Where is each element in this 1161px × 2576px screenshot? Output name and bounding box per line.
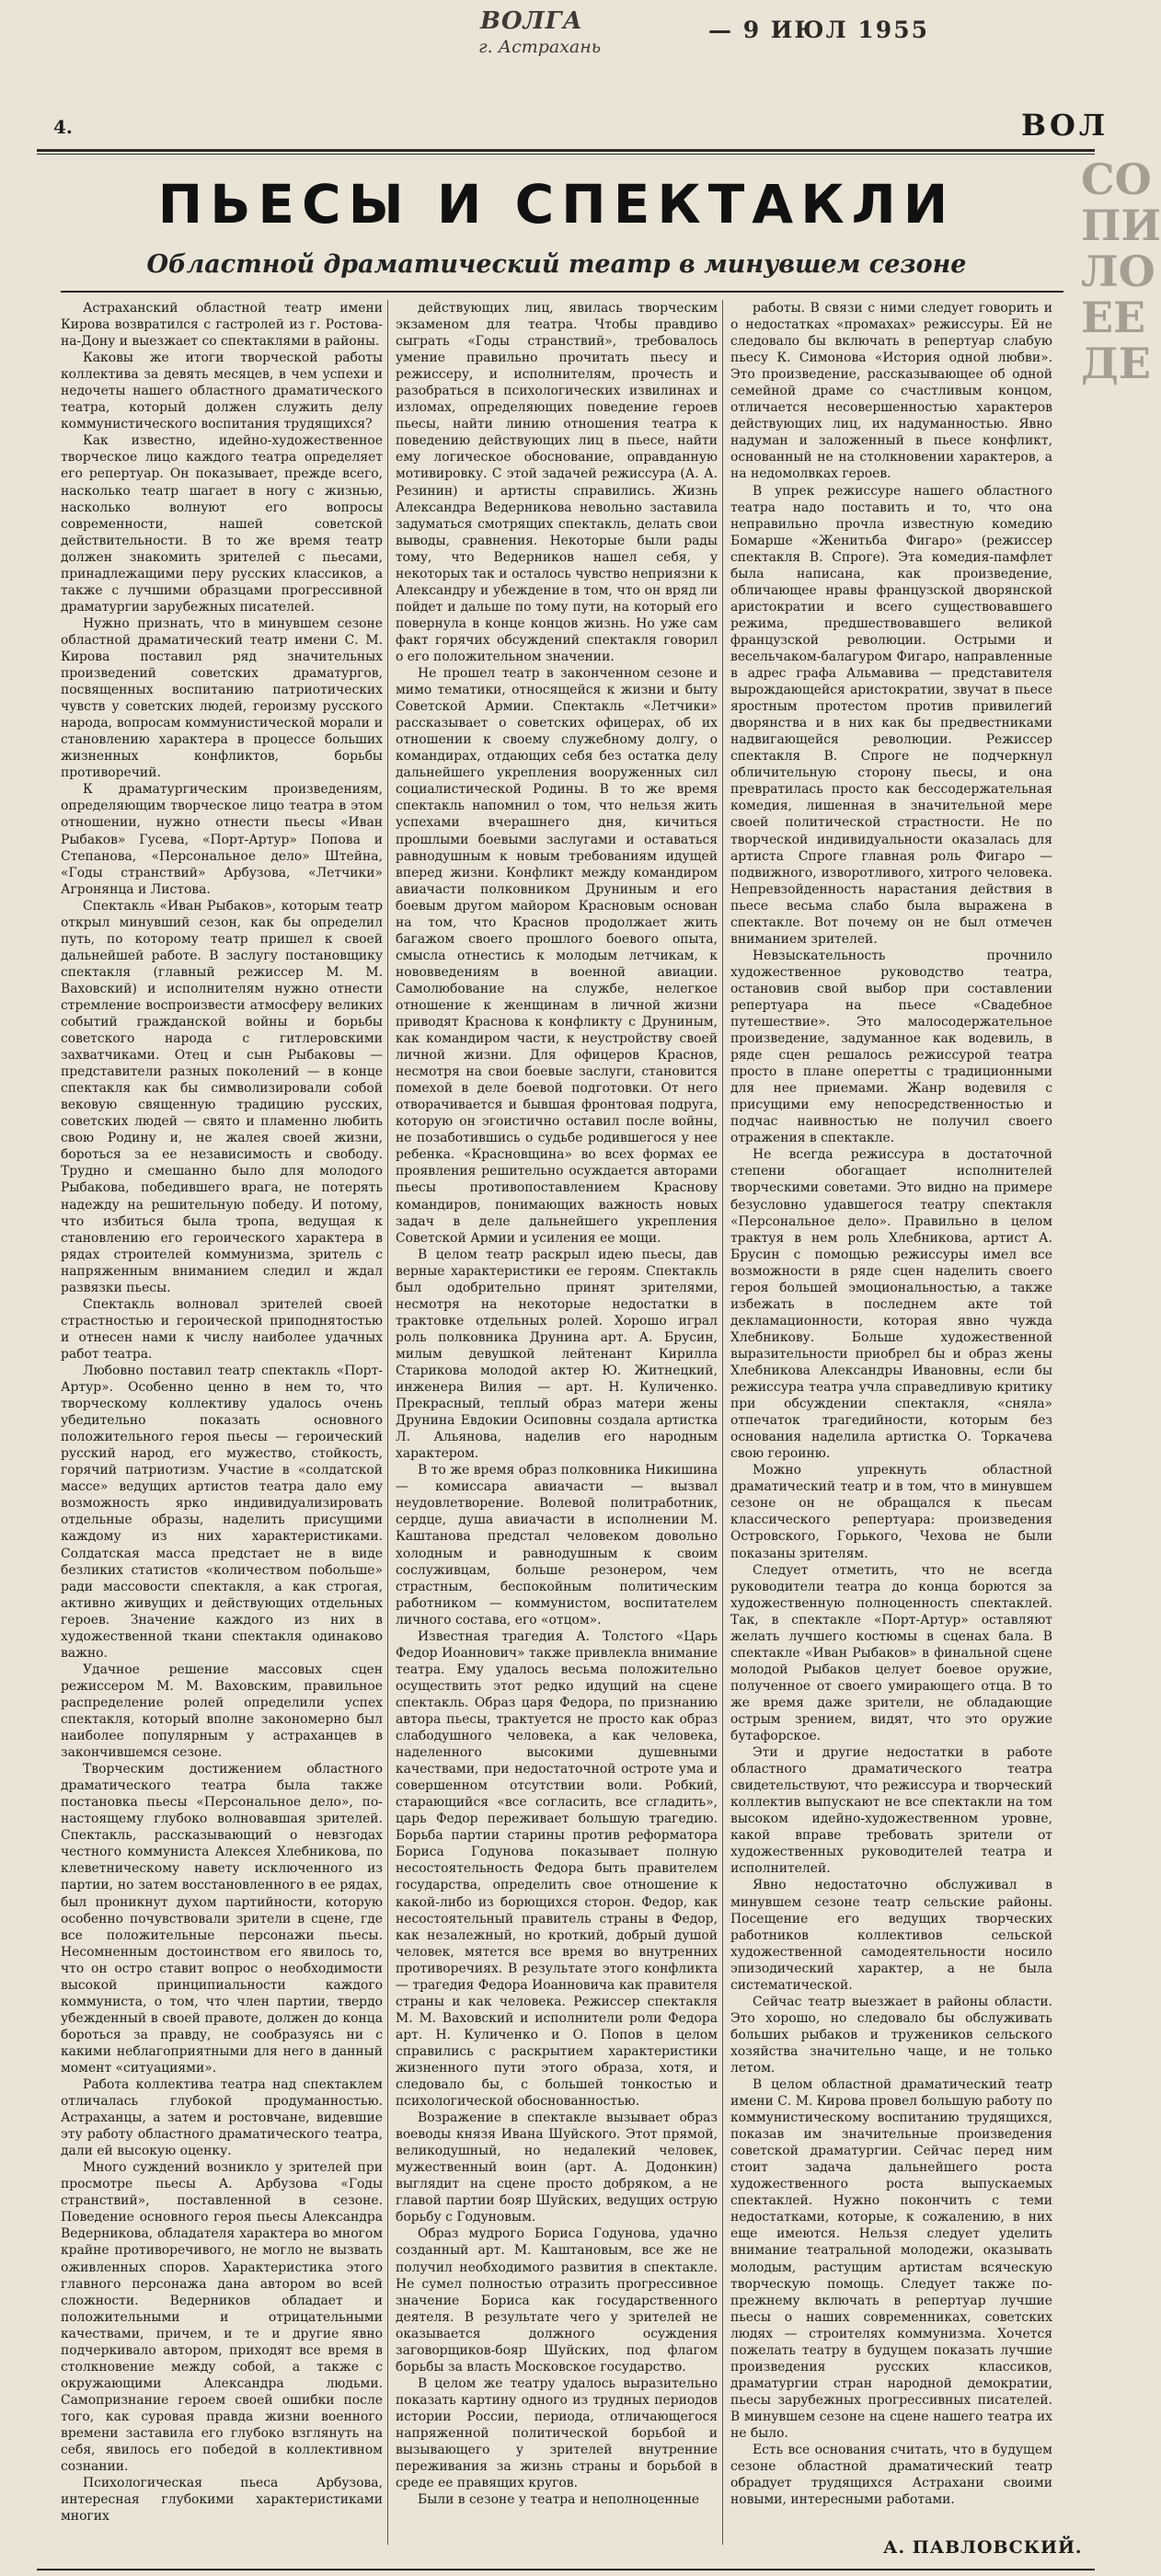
article-paragraph: В целом областной драматический театр имени С. М. Кирова провел большую работу по коммунистическому воспитанию трудящихся, показав им значительные произведения советской драматургии. Сейчас перед ним стоит задача дальнейшего роста художественного роста выпускаемых спектаклей. Нужно покончить с теми недостатками, которые, к сожалению, в них еще имеются. Нельзя следует уделить внимание театральной молодежи, оказывать молодым, растущим артистам всяческую творческую помощь. Следует также по-прежнему включать в репертуар лучшие пьесы о наших современниках, советских людях — строителях коммунизма. Хочется пожелать театру в будущем показать лучшие произведения русских классиков, драматургии стран народной демократии, пьесы зарубежных прогрессивных писателей. В минувшем сезоне на сцене нашего театра их не было. bbox=[730, 2077, 1052, 2441]
author-signature: А. ПАВЛОВСКИЙ. bbox=[883, 2537, 1083, 2558]
subheadline-rule bbox=[61, 291, 1063, 293]
article-paragraph: Нужно признать, что в минувшем сезоне областной драматический театр имени С. М. Кирова поставил ряд значительных произведений советских драматургов, посвященных воспитанию патриотических чувств у советских людей, героизму русского народа, вопросам коммунистической морали и становлению характера в процессе больших жизненных конфликтов, борьбы противоречий. bbox=[61, 615, 383, 781]
article-paragraph: Любовно поставил театр спектакль «Порт-Артур». Особенно ценно в нем то, что творческому коллективу удалось очень убедительно показать основного положительного героя пьесы — героический русский народ, его мужество, стойкость, горячий патриотизм. Участие в «солдатской массе» ведущих артистов театра дало ему возможность ярко индивидуализировать отдельные образы, наделить присущими каждому из них характеристиками. Солдатская масса предстает не в виде безликих статистов «количеством побольше» ради массовости спектакля, а как строгая, активно живущих и действующих отдельных героев. Значение каждого из них в художественной ткани спектакля одинаково важно. bbox=[61, 1363, 383, 1661]
article-paragraph: Психологическая пьеса Арбузова, интересная глубокими характеристиками многих bbox=[61, 2476, 383, 2524]
library-stamp-title: ВОЛГА bbox=[480, 7, 583, 35]
article-headline: ПЬЕСЫ И СПЕКТАКЛИ bbox=[157, 173, 956, 236]
masthead-fragment: ВОЛ bbox=[1021, 108, 1109, 143]
article-paragraph: Образ мудрого Бориса Годунова, удачно созданный арт. М. Каштановым, все же не получил необходимого развития в спектакле. Не сумел полностью отразить прогрессивное значение Бориса как государственного деятеля. В результате чего у зрителей не оказывается должного осуждения заговорщиков-бояр Шуйских, под флагом борьбы за власть Московское государство. bbox=[396, 2226, 718, 2375]
article-paragraph: Не прошел театр в законченном сезоне и мимо тематики, относящейся к жизни и быту Советской Армии. Спектакль «Летчики» рассказывает о советских офицерах, об их отношении к своему служебному долгу, о командирах, отдающих себя без остатка делу дальнейшего укрепления вооруженных сил социалистической Родины. В то же время спектакль напомнил о том, что нельзя жить успехами вчерашнего дня, кичиться прошлыми боевыми заслугами и оставаться равнодушным к новым требованиям идущей вперед жизни. Конфликт между командиром авиачасти полковником Друниным и его боевым другом майором Красновым основан на том, что Краснов продолжает жить багажом своего прошлого боевого опыта, смысла отнестись к молодым летчикам, к нововведениям в военной авиации. Самолюбование на службе, нелегкое отношение к женщинам в личной жизни приводят Краснова к конфликту с Друниным, как командиром части, к неустройству своей личной жизни. Для офицеров Краснов, несмотря на свои боевые заслуги, становится помехой в деле боевой подготовки. От него отворачивается и бывшая фронтовая подруга, которую он эгоистично оставил после войны, не позаботившись о судьбе родившегося у нее ребенка. «Красновщина» во всех формах ее проявления решительно осуждается авторами пьесы противопоставлением Краснову командиров, понимающих важность новых задач в деле дальнейшего укрепления Советской Армии и усиления ее мощи. bbox=[396, 666, 718, 1246]
article-paragraph: действующих лиц, явилась творческим экзаменом для театра. Чтобы правдиво сыграть «Годы странствий», требовалось умение правильно прочитать пьесу и режиссеру, и исполнителям, прочесть и разобраться в психологических извилинах и изломах, определяющих поведение героев пьесы, найти линию отношения театра к поведению действующих лиц в пьесе, найти ему логическое обоснование, оправданную мотивировку. С этой задачей режиссура (А. А. Резинин) и артисты справились. Жизнь Александра Ведерникова невольно заставила задуматься смотрящих спектакль, делать свои выводы, сравнения. Некоторые были рады тому, что Ведерников нашел себя, у некоторых так и осталось чувство неприязни к Александру и убеждение в том, что он вряд ли пойдет и дальше по тому пути, на который его повернула в конце концов жизнь. Но уже сам факт горячих обсуждений спектакля говорил о его положительном значении. bbox=[396, 301, 718, 664]
article-paragraph: В целом театр раскрыл идею пьесы, дав верные характеристики ее героям. Спектакль был одобрительно принят зрителями, несмотря на некоторые недостатки в трактовке отдельных ролей. Хорошо играл роль полковника Друнина арт. А. Брусин, милым девушкой лейтенант Кирилла Старикова молодой актер Ю. Житнецкий, инженера Вилия — арт. Н. Куличенко. Прекрасный, теплый образ матери жены Друнина Евдокии Осиповны создала артистка Л. Альянова, наделив его народным характером. bbox=[396, 1247, 718, 1462]
article-paragraph: В целом же театру удалось выразительно показать картину одного из трудных периодов истории России, периода, отличающегося напряженной политической борьбой и вызывающего у зрителей внутренние переживания за жизнь страны и борьбой в среде ее правящих кругов. bbox=[396, 2375, 718, 2491]
article-paragraph: Работа коллектива театра над спектаклем отличалась глубокой продуманностью. Астраханцы, а затем и ростовчане, видевшие эту работу областного драматического театра, дали ей высокую оценку. bbox=[61, 2077, 383, 2159]
article-paragraph: К драматургическим произведениям, определяющим творческое лицо театра в этом отношении, нужно отнести пьесы «Иван Рыбаков» Гусева, «Порт-Артур» Попова и Степанова, «Персональное дело» Штейна, «Годы странствий» Арбузова, «Летчики» Агронянца и Листова. bbox=[61, 782, 383, 897]
footer-rule bbox=[37, 2569, 1095, 2570]
column-divider bbox=[722, 300, 723, 2545]
article-paragraph: В то же время образ полковника Никишина — комиссара авиачасти — вызвал неудовлетворение. Волевой политработник, сердце, душа авиачасти в исполнении М. Каштанова предстал человеком довольно холодным и равнодушным к своим сослуживцам, больше резонером, чем страстным, беспокойным политическим работником — коммунистом, воспитателем личного состава, его «отцом». bbox=[396, 1463, 718, 1627]
column-divider bbox=[387, 300, 388, 2545]
article-paragraph: Явно недостаточно обслуживал в минувшем сезоне театр сельские районы. Посещение его ведущих творческих работников коллективов сельской художественной самодеятельности носило эпизодический характер, а не была систематической. bbox=[730, 1878, 1052, 1993]
article-paragraph: Известная трагедия А. Толстого «Царь Федор Иоаннович» также привлекла внимание театра. Ему удалось весьма положительно осуществить этот редко идущий на сцене спектакль. Образ царя Федора, по признанию автора пьесы, трактуется не просто как образ слабодушного человека, а как человека, наделенного высокими душевными качествами, при недостаточной остроте ума и совершенном отсутствии воли. Робкий, старающийся «все согласить, все сгладить», царь Федор переживает большую трагедию. Борьба партии старины против реформатора Бориса Годунова показывает полную несостоятельность Федора быть правителем государства, определить свое отношение к какой-либо из борющихся сторон. Федор, как несостоятельный правитель страны в Федор, как незалежный, но кроткий, добрый душой человек, мятется все время во внутренних противоречиях. В результате этого конфликта — трагедия Федора Иоанновича как правителя страны и как человека. Режиссер спектакля М. М. Ваховский и исполнители роли Федора арт. Н. Куличенко и О. Попов в целом справились с раскрытием характеристики жизненного пути этого образа, хотя, и следовало бы, с большей тонкостью и психологической обоснованностью. bbox=[396, 1628, 718, 2110]
article-subheadline: Областной драматический театр в минувшем сезоне bbox=[146, 250, 967, 279]
article-paragraph: Как известно, идейно-художественное творческое лицо каждого театра определяет его репертуар. Он показывает, прежде всего, насколько театр шагает в ногу с жизнью, насколько волнуют его вопросы современности, нашей советской действительности. В то же время театр должен знакомить зрителей с пьесами, принадлежащими перу русских классиков, а также с лучшими образцами прогрессивной драматургии зарубежных писателей. bbox=[61, 433, 383, 615]
article-paragraph: Астраханский областной театр имени Кирова возвратился с гастролей из г. Ростова-на-Дону и выезжает со спектаклями в районы. bbox=[61, 301, 383, 350]
bleed-through-text: СО ПИ ЛО ЕЕ ДЕ bbox=[1081, 155, 1161, 388]
header-rule bbox=[37, 149, 1095, 152]
library-stamp-date: — 9 ИЮЛ 1955 bbox=[708, 17, 929, 43]
article-paragraph: Сейчас театр выезжает в районы области. Это хорошо, но следовало бы обслуживать больших рыбаков и тружеников сельского хозяйства значительно чаще, и не только летом. bbox=[730, 1994, 1052, 2076]
header-rule-thin bbox=[37, 154, 1095, 155]
article-paragraph: Спектакль «Иван Рыбаков», которым театр открыл минувший сезон, как бы определил путь, по которому театр пришел к своей дальнейшей работе. В заслугу постановщику спектакля (главный режиссер М. М. Ваховский) и исполнителям нужно отнести стремление воспроизвести атмосферу великих событий гражданской войны и борьбы советского народа с гитлеровскими захватчиками. Отец и сын Рыбаковы — представители разных поколений — в конце спектакля как бы символизировали собой вековую священную традицию русских, советских людей — свято и пламенно любить свою Родину и, не жалея своей жизни, бороться за ее независимость и свободу. Трудно и смешанно было для молодого Рыбакова, победившего врага, не потерять надежду на решительную победу. И потому, что избиться была тропа, ведущая к становлению его героического характера в рядах строителей коммунизма, зритель с напряженным вниманием следил и ждал развязки пьесы. bbox=[61, 898, 383, 1295]
article-paragraph: Творческим достижением областного драматического театра была также постановка пьесы «Персональное дело», по-настоящему глубоко волновавшая зрителей. Спектакль, рассказывающий о невзгодах честного коммуниста Алексея Хлебникова, по клеветническому навету исключенного из партии, но затем восстановленного в ее рядах, был проникнут духом партийности, которую особенно почувствовали зрители в сцене, где все положительные персонажи пьесы. Несомненным достоинством его явилось то, что он остро ставит вопрос о необходимости высокой принципиальности каждого коммуниста, о том, что член партии, твердо убежденный в своей правоте, должен до конца бороться за правду, не сообразуясь ни с какими неблагоприятными для него в данный момент «ситуациями». bbox=[61, 1762, 383, 2076]
article-paragraph: Спектакль волновал зрителей своей страстностью и героической приподнятостью и отнесен нами к числу наиболее удачных работ театра. bbox=[61, 1296, 383, 1362]
article-paragraph: Были в сезоне у театра и неполноценные bbox=[418, 2492, 700, 2508]
article-paragraph: Следует отметить, что не всегда руководители театра до конца борются за художественную полноценность спектаклей. Так, в спектакле «Порт-Артур» оставляют желать лучшего костюмы в сценах бала. В спектакле «Иван Рыбаков» в финальной сцене молодой Рыбаков целует боевое оружие, полученное от своего умирающего отца. В то же время даже зрители, не обладающие острым зрением, видят, что это оружие бутафорское. bbox=[730, 1562, 1052, 1744]
article-paragraph: Не всегда режиссура в достаточной степени обогащает исполнителей творческими советами. Это видно на примере безусловно удавшегося театру спектакля «Персональное дело». Правильно в целом трактуя в нем роль Хлебникова, артист А. Брусин с помощью режиссуры имел все возможности в ряде сцен наделить своего героя большей эмоциональностью, а также избежать в последнем акте той декламационности, которая явно чужда Хлебникову. Больше художественной выразительности приобрел бы и образ жены Хлебникова Александры Ивановны, если бы режиссура театра учла справедливую критику при обсуждении спектакля, «сняла» отпечаток трагедийности, которым без основания наделила артистка О. Торкачева свою героиню. bbox=[730, 1147, 1052, 1462]
article-paragraph: Возражение в спектакле вызывает образ воеводы князя Ивана Шуйского. Этот прямой, великодушный, но недалекий человек, мужественный воин (арт. А. Додонкин) выглядит на сцене просто добряком, а не главой партии бояр Шуйских, ведущих острую борьбу с Годуновым. bbox=[396, 2110, 718, 2225]
article-paragraph: Есть все основания считать, что в будущем сезоне областной драматический театр обрадует трудящихся Астрахани своими новыми, интересными работами. bbox=[730, 2443, 1052, 2508]
article-paragraph: Невзыскательность прочнило художественное руководство театра, остановив свой выбор при составлении репертуара на пьесе «Свадебное путешествие». Это малосодержательное произведение, задуманное как водевиль, в ряде сцен решалось режиссурой театра просто в плане оперетты с традиционными для нее приемами. Жанр водевиля с присущими ему непосредственностью и подчас наивностью не получил своего отражения в спектакле. bbox=[730, 948, 1052, 1146]
article-column-2 bbox=[396, 300, 718, 2508]
article-paragraph: Эти и другие недостатки в работе областного драматического театра свидетельствуют, что режиссура и творческий коллектив выпускают не все спектакли на том высоком идейно-художественном уровне, какой вправе требовать зрители от художественных руководителей театра и исполнителей. bbox=[730, 1745, 1052, 1877]
article-column-3 bbox=[730, 300, 1052, 2508]
article-paragraph: Каковы же итоги творческой работы коллектива за девять месяцев, в чем успехи и недочеты нашего областного драматического театра, который должен служить делу коммунистического воспитания трудящихся? bbox=[61, 351, 383, 432]
article-paragraph: Удачное решение массовых сцен режиссером М. М. Ваховским, правильное распределение ролей определили успех спектакля, который вполне закономерно был наиболее популярным у астраханцев в закончившемся сезоне. bbox=[61, 1662, 383, 1761]
article-paragraph: Можно упрекнуть областной драматический театр и в том, что в минувшем сезоне он не обращался к пьесам классического репертуара: произведения Островского, Горького, Чехова не были показаны зрителям. bbox=[730, 1463, 1052, 1561]
article-paragraph: В упрек режиссуре нашего областного театра надо поставить и то, что она неправильно прочла известную комедию Бомарше «Женитьба Фигаро» (режиссер спектакля В. Спроге). Эта комедия-памфлет была написана, как произведение, обличающее нравы французской дворянской аристократии и всего существовавшего режима, предшествовавшего великой французской революции. Острыми и весельчаком-балагуром Фигаро, направленные в адрес графа Альмавива — представителя вырождающейся аристократии, звучат в пьесе яростным протестом против привилегий дворянства и в них как бы предвестниками надвигающейся революции. Режиссер спектакля В. Спроге не подчеркнул обличительную сторону пьесы, и она превратилась просто как бессодержательная комедия, лишенная в значительной мере своей политической страстности. Не по творческой индивидуальности оказалась для артиста Спроге главная роль Фигаро — подвижного, изворотливого, хитрого человека. Непревзойденность нарастания действия в пьесе весьма слабо была выражена в спектакле. Вот почему он не был отмечен вниманием зрителей. bbox=[730, 483, 1052, 947]
library-stamp-city: г. Астрахань bbox=[478, 37, 602, 57]
article-column-1 bbox=[61, 300, 383, 2524]
article-paragraph: Много суждений возникло у зрителей при просмотре пьесы А. Арбузова «Годы странствий», поставленной в сезоне. Поведение основного героя пьесы Александра Ведерникова, обладателя характера во многом крайне противоречивого, не могло не вызвать оживленных споров. Характеристика этого главного персонажа дана автором во всей сложности. Ведерников обладает и положительными и отрицательными качествами, причем, и те и другие явно подчеркивало автором, приходят все время в столкновение между собой, а также с окружающими Александра людьми. Самопризнание героем своей ошибки после того, как суровая правда жизни военного времени заставила его глубоко взглянуть на себя, явилось его победой в коллективном сознании. bbox=[61, 2160, 383, 2475]
article-paragraph: работы. В связи с ними следует говорить и о недостатках «промахах» режиссуры. Ей не следовало бы включать в репертуар слабую пьесу К. Симонова «История одной любви». Это произведение, рассказывающее об одной семейной драме со счастливым концом, отличается несовершенностью характеров действующих лиц, их надуманностью. Явно надуман и заложенный в пьесе конфликт, основанный не на столкновении характеров, а на недомолвках героев. bbox=[730, 301, 1052, 482]
page-number: 4. bbox=[53, 116, 73, 138]
